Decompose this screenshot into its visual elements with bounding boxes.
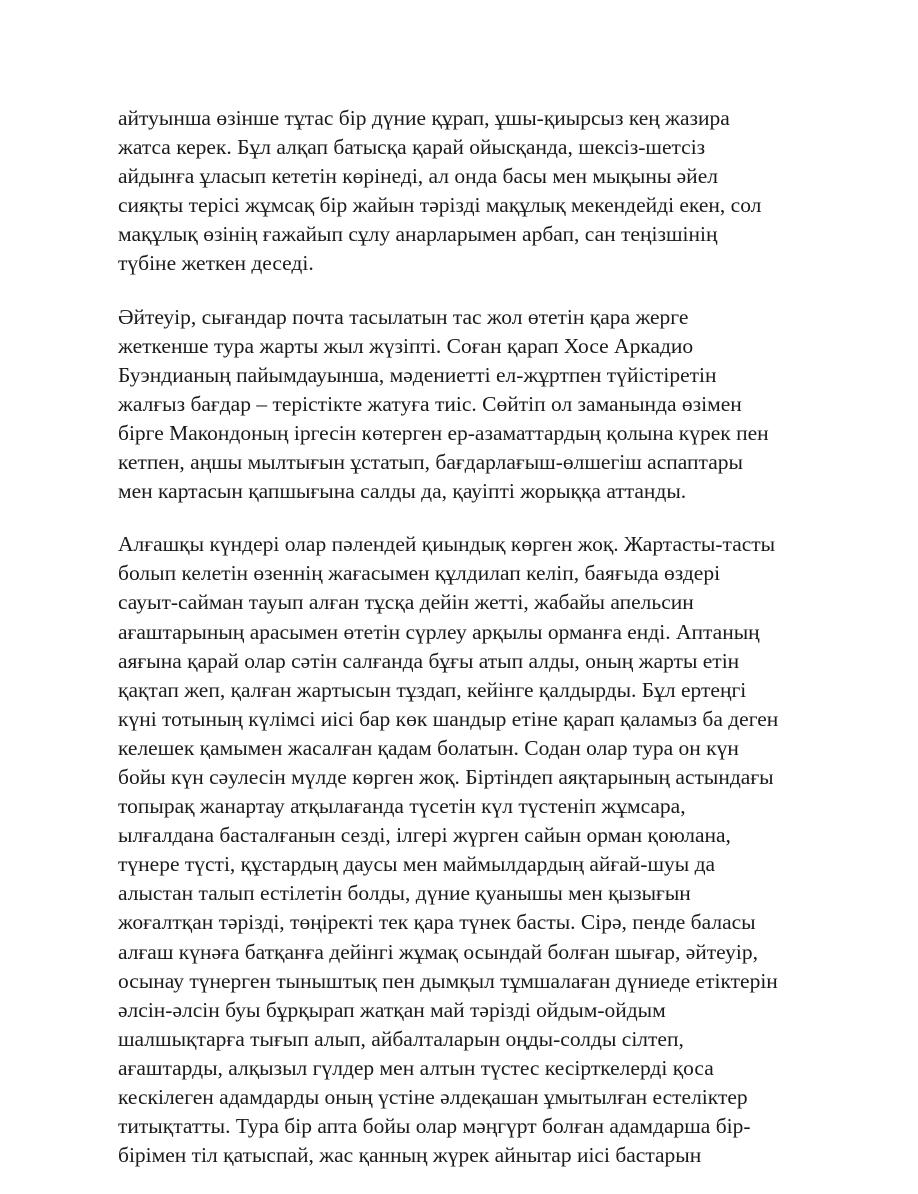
text-line: алғаш күнәға батқанға дейінгі жұмақ осындай болған шығар, әйтеуір, bbox=[118, 939, 759, 964]
text-line: жоғалтқан тәрізді, төңіректі тек қара түнек басты. Сірә, пенде баласы bbox=[118, 910, 756, 935]
paragraph-3 bbox=[118, 530, 818, 1170]
paragraph-2 bbox=[118, 303, 818, 507]
text-line: сауыт-сайман тауып алған тұсқа дейін жетті, жабайы апельсин bbox=[118, 590, 694, 615]
text-line: осынау түнерген тыныштық пен дымқыл тұмшалаған дүниеде етіктерін bbox=[118, 968, 778, 993]
text-line: кескілеген адамдарды оның үстіне әлдеқашан ұмытылған естеліктер bbox=[118, 1085, 748, 1109]
document-page bbox=[118, 104, 818, 1194]
text-line: күні тотының күлімсі иісі бар көк шандыр етіне қарап қаламыз ба деген bbox=[118, 706, 779, 731]
text-line: жалғыз бағдар – терістікте жатуға тиіс. Сөйтіп ол заманында өзімен bbox=[118, 391, 742, 416]
text-line: кетпен, аңшы мылтығын ұстатып, бағдарлағыш-өлшегіш аспаптары bbox=[118, 450, 743, 475]
text-line: Буэндианың пайымдауынша, мәдениетті ел-жұртпен түйістіретін bbox=[118, 362, 717, 387]
text-line: сияқты терісі жұмсақ бір жайын тәрізді мақұлық мекендейді екен, сол bbox=[118, 193, 762, 218]
text-line: титықтатты. Тура бір апта бойы олар мәңгүрт болған адамдарша бір- bbox=[118, 1114, 751, 1139]
text-line: аяғына қарай олар сәтін салғанда бұғы атып алды, оның жарты етін bbox=[118, 648, 740, 673]
paragraph-1 bbox=[118, 104, 818, 279]
text-line: түбіне жеткен деседі. bbox=[118, 251, 314, 276]
text-line: ылғалдана басталғанын сезді, ілгері жүрген сайын орман қоюлана, bbox=[118, 823, 731, 848]
text-line: бірге Макондоның іргесін көтерген ер-азаматтардың қолына күрек пен bbox=[118, 420, 769, 445]
text-line: шалшықтарға тығып алып, айбалталарын оңды-солды сілтеп, bbox=[118, 1026, 684, 1051]
text-line: келешек қамымен жасалған қадам болатын. Содан олар тура он күн bbox=[118, 735, 739, 760]
text-line: бірімен тіл қатыспай, жас қанның жүрек айнытар иісі бастарын bbox=[118, 1143, 702, 1168]
text-line: қақтап жеп, қалған жартысын тұздап, кейінге қалдырды. Бұл ертеңгі bbox=[118, 677, 747, 702]
text-line: жеткенше тура жарты жыл жүзіпті. Соған қарап Хосе Аркадио bbox=[118, 333, 694, 358]
text-line: мақұлық өзінің ғажайып сұлу анарларымен арбап, сан теңізшінің bbox=[118, 222, 718, 247]
text-line: алыстан талып естілетін болды, дүние қуанышы мен қызығын bbox=[118, 881, 691, 906]
text-line: әлсін-әлсін буы бұрқырап жатқан май тәрізді ойдым-ойдым bbox=[118, 997, 666, 1022]
text-line: жатса керек. Бұл алқап батысқа қарай ойысқанда, шексіз-шетсіз bbox=[118, 135, 706, 160]
text-line: түнере түсті, құстардың даусы мен маймылдардың айғай-шуы да bbox=[118, 852, 716, 877]
text-line: айдынға ұласып кететін көрінеді, ал онда басы мен мықыны әйел bbox=[118, 164, 718, 189]
text-line: мен картасын қапшығына салды да, қауіпті жорыққа аттанды. bbox=[118, 479, 687, 504]
text-line: топырақ жанартау атқылағанда түсетін күл түстеніп жұмсара, bbox=[118, 794, 686, 819]
text-line: болып келетін өзеннің жағасымен құлдилап келіп, баяғыда өздері bbox=[118, 561, 721, 586]
text-line: бойы күн сәулесін мүлде көрген жоқ. Біртіндеп аяқтарының астындағы bbox=[118, 764, 774, 789]
text-line: айтуынша өзінше тұтас бір дүние құрап, ұшы-қиырсыз кең жазира bbox=[118, 106, 730, 130]
text-line: ағаштарының арасымен өтетін сүрлеу арқылы орманға енді. Аптаның bbox=[118, 619, 760, 644]
text-line: ағаштарды, алқызыл гүлдер мен алтын түстес кесірткелерді қоса bbox=[118, 1055, 714, 1080]
text-line: Алғашқы күндері олар пәлендей қиындық көрген жоқ. Жартасты-тасты bbox=[118, 532, 776, 557]
text-line: Әйтеуір, сығандар почта тасылатын тас жол өтетін қара жерге bbox=[118, 304, 689, 329]
